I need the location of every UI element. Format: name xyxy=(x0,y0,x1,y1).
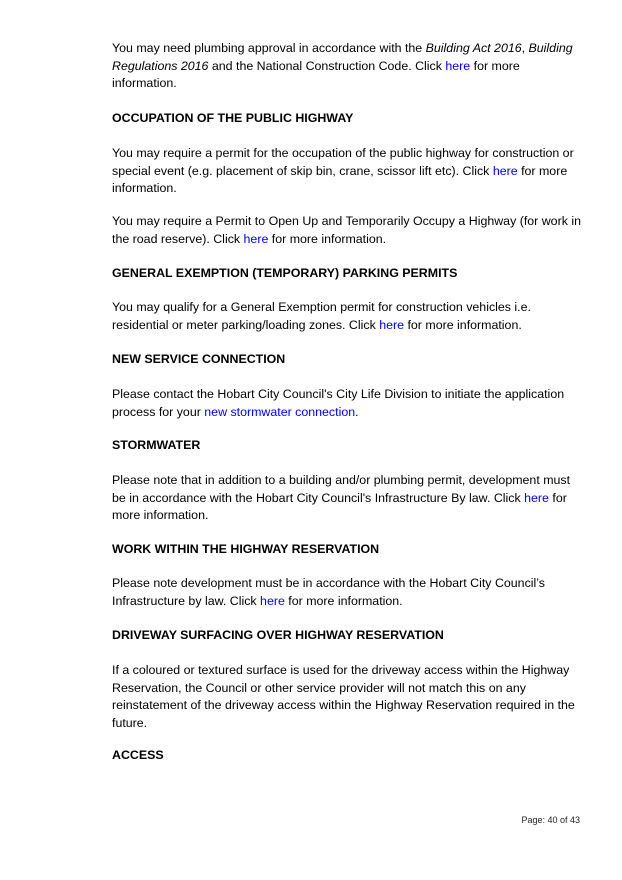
stormwater-connection-link[interactable]: new stormwater connection xyxy=(204,404,356,419)
text: for more information. xyxy=(112,163,568,195)
driveway-heading: DRIVEWAY SURFACING OVER HIGHWAY RESERVATION xyxy=(112,628,444,642)
infrastructure-here-link[interactable]: here xyxy=(524,490,549,505)
occupation-paragraph-1 xyxy=(112,145,582,198)
road-reserve-here-link[interactable]: here xyxy=(243,231,269,246)
access-heading: ACCESS xyxy=(112,748,164,762)
text: and the National Construction Code. Click xyxy=(208,58,446,73)
text: for more information. xyxy=(268,231,387,246)
occupation-here-link[interactable]: here xyxy=(492,163,518,178)
text: for more information. xyxy=(404,317,522,332)
highway-paragraph xyxy=(112,575,582,610)
text: You may require a permit for the occupation of the public highway for construction or special event (e.g. placement of skip bin, crane, scissor lift etc). Click xyxy=(112,146,574,178)
text: Please note that in addition to a building and/or plumbing permit, development must be in accordance with the Hobart City Council's Infrastructure By law. Click xyxy=(112,473,571,505)
text: for more information. xyxy=(112,58,520,90)
regulations-title: Building Regulations 2016 xyxy=(112,41,573,73)
service-heading: NEW SERVICE CONNECTION xyxy=(112,352,286,366)
text: You may qualify for a General Exemption permit for construction vehicles i.e. residential or meter parking/loading zones. Click xyxy=(112,300,531,332)
highway-here-link[interactable]: here xyxy=(260,593,285,608)
act-title: Building Act 2016 xyxy=(425,41,522,55)
text: You may require a Permit to Open Up and Temporarily Occupy a Highway (for work in the road reserve). Click xyxy=(112,214,581,246)
service-paragraph xyxy=(112,386,582,421)
plumbing-here-link[interactable]: here xyxy=(445,58,471,73)
page-number: Page: 40 of 43 xyxy=(521,815,580,825)
text: Please contact the Hobart City Council's City Life Division to initiate the application process for your xyxy=(112,387,565,419)
parking-here-link[interactable]: here xyxy=(379,317,405,332)
occupation-heading: OCCUPATION OF THE PUBLIC HIGHWAY xyxy=(112,111,354,125)
parking-paragraph xyxy=(112,299,582,334)
occupation-paragraph-2 xyxy=(112,213,582,248)
text: for more information. xyxy=(112,490,567,522)
text: , xyxy=(521,41,529,55)
plumbing-paragraph xyxy=(112,40,582,93)
text: for more information. xyxy=(284,593,403,608)
parking-heading: GENERAL EXEMPTION (TEMPORARY) PARKING PERMITS xyxy=(112,266,458,280)
stormwater-paragraph xyxy=(112,472,582,525)
driveway-paragraph: If a coloured or textured surface is used for the driveway access within the Highway Reservation, the Council or other service provider will not match this on any reinstatement of the driveway access within the Highway Reservation required in the future. xyxy=(112,663,575,730)
text: You may need plumbing approval in accordance with the xyxy=(112,41,426,55)
stormwater-heading: STORMWATER xyxy=(112,438,201,452)
text: . xyxy=(355,404,359,419)
text: Please note development must be in accordance with the Hobart City Council’s Infrastructure by law. Click xyxy=(112,576,545,608)
highway-heading: WORK WITHIN THE HIGHWAY RESERVATION xyxy=(112,542,380,556)
